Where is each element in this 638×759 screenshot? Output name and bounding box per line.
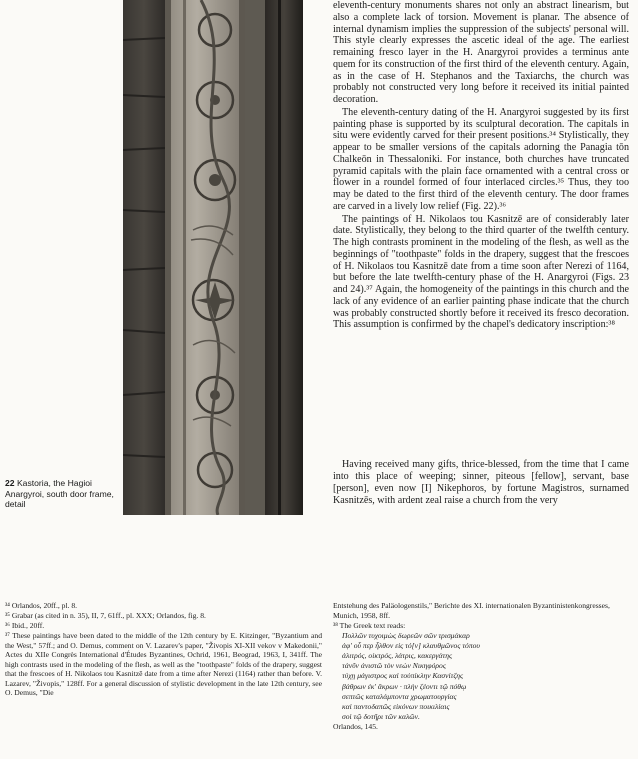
footnote-35: ³⁵ Grabar (as cited in n. 35), II, 7, 61ff., pl. XXX; Orlandos, fig. 8.	[5, 611, 206, 620]
footnote-36: ³⁶ Ibid., 20ff.	[5, 621, 45, 630]
greek-line: τύχῃ μάγιστρος καὶ τοὐπίκλην Κασνίτζης	[342, 671, 464, 681]
footnote-34: ³⁴ Orlandos, 20ff., pl. 8.	[5, 601, 78, 610]
dedicatory-inscription-translation: Having received many gifts, thrice-blessed, from the time that I came into this place of weeping; sinner, piteous [fellow], servant, base [person], even now [I] Nikephoros, by fortune Magistros, surnamed Kasnitzēs, with ardent zeal raise a church from the very	[333, 459, 629, 506]
greek-line: καὶ παντοδαπῶς εἰκόνων ποικιλίαις	[342, 701, 450, 711]
greek-line: Πολλῶν τυχοιμὼς δωρεῶν σῶν τρισμάκαρ	[342, 630, 470, 640]
footnotes-left	[5, 601, 322, 698]
greek-line: σεπτῶς καταλάμποντα χρωματουργίας	[342, 691, 457, 701]
footnote-38: ³⁸ The Greek text reads:	[333, 620, 406, 630]
footnote-37-continued: Entstehung des Paläologenstils," Berichte des XI. internationalen Byzantinistenkongresses, Munich, 1958, 8ff.	[333, 601, 610, 620]
greek-line: τάνῦν ἀνιστῶ τὸν νεὼν Νικηφόρος	[342, 661, 446, 671]
footnote-37: ³⁷ These paintings have been dated to the middle of the 12th century by E. Kitzinger, "Byzantium and the West," 57ff.; and O. Demus, comment on V. Lazarev's paper, "Živopis XI-XII vekov v Makedonii," Actes du XIIe Congrès International d'Études Byzantines, Ochrid, 1961, Beograd, 1963, I, 341ff. The high contrasts used in the modeling of the flesh, as well as the "toothpaste" folds of the drapery, suggest that the frescoes of H. Nikolaos tou Kasnitzē date from a time after Nerezi (1164) rather than before. V. Lazarev, "Živopis," 128ff. For a general discussion of stylistic development in the late 12th century, see O. Demus, "Die	[5, 631, 322, 697]
figure-caption	[5, 478, 117, 510]
figure-number: 22	[5, 478, 15, 488]
greek-line: ἁλιτρός, οἰκτρός, λάτρις, κακεργάτης	[342, 650, 453, 660]
greek-line: σοὶ τῷ δοτῆρι τῶν καλῶν.	[342, 712, 420, 722]
figure-photo	[123, 0, 303, 515]
door-frame-illustration	[123, 0, 303, 515]
paragraph-3: The paintings of H. Nikolaos tou Kasnitzē are of considerably later date. Stylistically, they belong to the third quarter of the twelfth century. The high contrasts prominent in the modeling of the flesh, as well as the beginnings of "toothpaste" folds in the drapery, suggest that the frescoes of H. Nikolaos tou Kasnitzē date from a time soon after Nerezi of 1164, but before the late twelfth-century phase of the H. Anargyroi (Figs. 23 and 24).³⁷ Again, the homogeneity of the paintings in this church and the lack of any evidence of an earlier painting phase indicate that the church was probably constructed shortly before it received its fresco decoration. This assumption is confirmed by the chapel's dedicatory inscription:³⁸	[333, 213, 629, 331]
figure-caption-text: Kastoria, the Hagioi Anargyroi, south door frame, detail	[5, 478, 114, 510]
paragraph-2: The eleventh-century dating of the H. Anargyroi suggested by its first painting phase is supported by its sculptural decoration. The capitals in situ were evidently carved for their present positions.³⁴ Stylistically, they appear to be smaller versions of the capitals adorning the Panagia tōn Chalkeōn in Thessaloniki. For instance, both churches have truncated pyramid capitals with the plain face ornamented with a central cross or flower in a roundel formed of four interlaced circles.³⁵ Thus, they too may be dated to the first third of the eleventh century. The door frames are carved in a lively low relief (Fig. 22).³⁶	[333, 106, 629, 212]
footnotes-right	[333, 601, 629, 732]
paragraph-1: eleventh-century monuments shares not only an abstract linearism, but also a complete lack of torsion. Movement is planar. The absence of internal dynamism implies the suppression of the subjects' personal will. This style clearly expresses the ascetic ideal of the age. The earliest remaining fresco layer in the H. Anargyroi provides a terminus ante quem for its construction of the first third of the eleventh century. Again, as in the case of H. Stephanos and the Taxiarchs, the church was probably not constructed very long before it received its initial painted decoration.	[333, 0, 629, 105]
greek-line: βάθρων ἐκ' ἄκρων · πλὴν ζέοντι τῷ πόθῳ	[342, 681, 467, 691]
greek-inscription	[333, 631, 629, 723]
main-text-column	[333, 0, 629, 331]
greek-line: ἀφ' οὗ περ ἦλθον εἰς τό[ν] κλαυθμῶνος τόπου	[342, 640, 480, 650]
footnote-source: Orlandos, 145.	[333, 722, 378, 732]
